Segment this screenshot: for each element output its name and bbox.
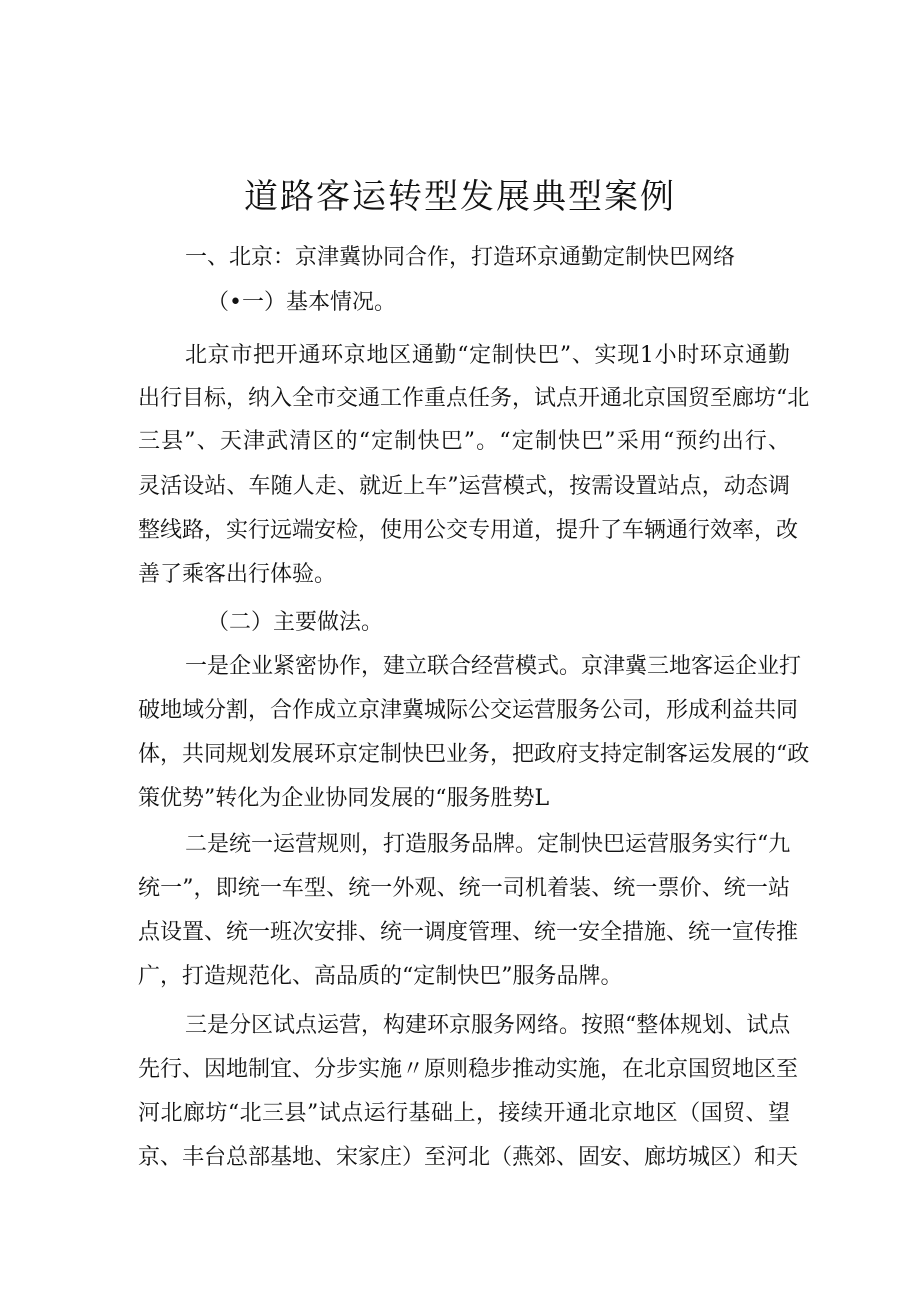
para1-line-6: 善了乘客出行体验。 [138, 562, 337, 587]
para3-line-2: 统一”，即统一车型、统一外观、统一司机着装、统一票价、统一站 [138, 876, 790, 901]
para4-line-1: 三是分区试点运营，构建环京服务网络。按照“整体规划、试点 [185, 1013, 791, 1038]
section1-heading: 一、北京：京津冀协同合作，打造环京通勤定制快巴网络 [185, 245, 736, 270]
document-title: 道路客运转型发展典型案例 [244, 177, 676, 217]
para1-line-5: 整线路，实行远端安检，使用公交专用道，提升了车辆通行效率，改 [138, 518, 799, 543]
para4-line-3: 河北廊坊“北三县”试点运行基础上，接续开通北京地区（国贸、望 [138, 1101, 790, 1126]
para2-line-3: 体，共同规划发展环京定制快巴业务，把政府支持定制客运发展的“政 [138, 742, 810, 767]
para1-line-4: 灵活设站、车随人走、就近上车”运营模式，按需设置站点，动态调 [138, 474, 790, 499]
para1-line-3: 三县”、天津武清区的“定制快巴”。“定制快巴”采用“预约出行、 [138, 429, 790, 454]
para3-line-1: 二是统一运营规则，打造服务品牌。定制快巴运营服务实行“九 [185, 832, 791, 857]
para4-line-4: 京、丰台总部基地、宋家庄）至河北（燕郊、固安、廊坊城区）和天 [138, 1145, 799, 1170]
para2-line-2: 破地域分割，合作成立京津冀城际公交运营服务公司，形成利益共同 [138, 698, 799, 723]
sub1-heading: （•一）基本情况。 [207, 290, 396, 315]
para2-line-1: 一是企业紧密协作，建立联合经营模式。京津冀三地客运企业打 [185, 654, 802, 679]
para3-line-3: 点设置、统一班次安排、统一调度管理、统一安全措施、统一宣传推 [138, 920, 799, 945]
para1-line-1: 北京市把开通环京地区通勤“定制快巴”、实现1小时环京通勤 [185, 343, 790, 368]
para1-line-2: 出行目标，纳入全市交通工作重点任务，试点开通北京国贸至廊坊“北 [138, 386, 810, 411]
para2-line-4: 策优势”转化为企业协同发展的“服务胜势L [138, 786, 550, 811]
para3-line-4: 广，打造规范化、高品质的“定制快巴”服务品牌。 [138, 964, 623, 989]
para4-line-2: 先行、因地制宜、分步实施〃原则稳步推动实施，在北京国贸地区至 [138, 1057, 799, 1082]
sub2-heading: （二）主要做法。 [207, 610, 384, 635]
